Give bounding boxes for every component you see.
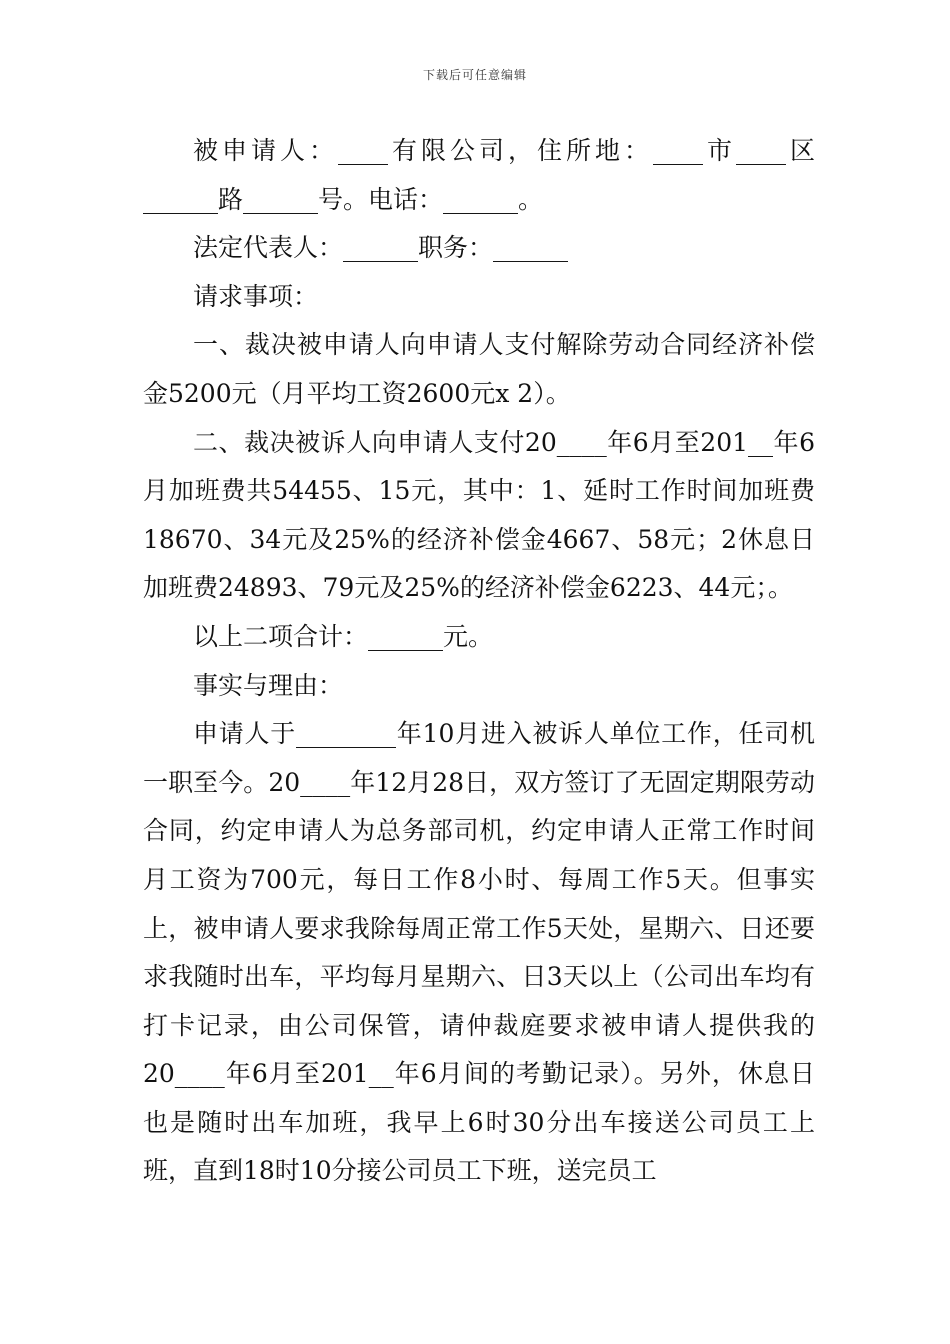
facts-heading: 事实与理由： <box>193 670 344 700</box>
header-note: 下载后可任意编辑 <box>422 68 527 82</box>
claim-one-paragraph: 一、裁决被申请人向申请人支付解除劳动合同经济补偿金5200元（月平均工资2600元x 2）。 <box>143 330 815 408</box>
document-body <box>143 127 815 1196</box>
facts-paragraph: 申请人于________年10月进入被诉人单位工作，任司机一职至今。20____年12月28日，双方签订了无固定期限劳动合同，约定申请人为总务部司机，约定申请人正常工作时间月工资为700元，每日工作8小时、每周工作5天。但事实上，被申请人要求我除每周正常工作5天处，星期六、日还要求我随时出车，平均每月星期六、日3天以上（公司出车均有打卡记录，由公司保管，请仲裁庭要求被申请人提供我的20____年6月至201__年6月间的考勤记录）。另外，休息日也是随时出车加班，我早上6时30分出车接送公司员工上班，直到18时10分接公司员工下班，送完员工 <box>143 719 815 1186</box>
total-paragraph: 以上二项合计：______元。 <box>193 621 494 651</box>
claim-two-paragraph: 二、裁决被诉人向申请人支付20____年6月至201__年6月加班费共54455、15元，其中：1、延时工作时间加班费18670、34元及25%的经济补偿金4667、58元；2休息日加班费24893、79元及25%的经济补偿金6223、44元；。 <box>143 427 815 603</box>
claims-heading: 请求事项： <box>193 281 319 311</box>
respondent-paragraph: 被申请人：____有限公司，住所地：____市____区______路______号。电话：______。 <box>143 136 815 214</box>
legal-representative-paragraph: 法定代表人：______职务：______ <box>193 233 569 263</box>
